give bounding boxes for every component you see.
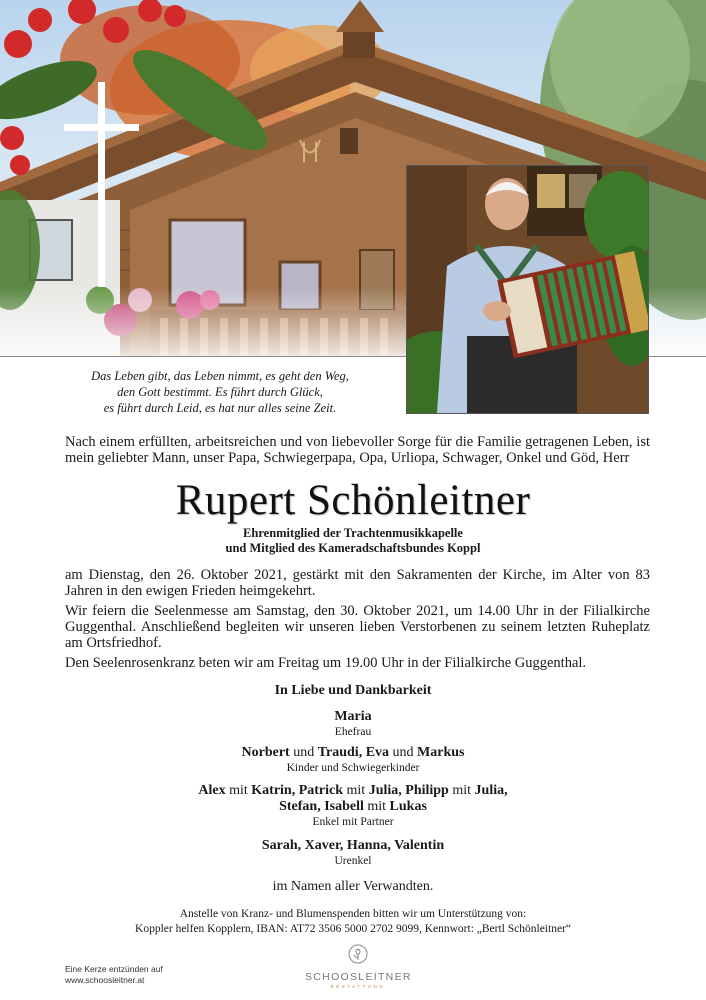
verse-line: den Gott bestimmt. Es führt durch Glück,: [117, 385, 323, 399]
mourner-group: Alex mit Katrin, Patrick mit Julia, Philipp mit Julia,: [198, 783, 508, 798]
logo-brand: SCHOOSLEITNER: [305, 971, 412, 983]
mourners-heading: In Liebe und Dankbarkeit: [274, 683, 432, 698]
verse-line: es führt durch Leid, es hat nur alles seine Zeit.: [103, 401, 337, 415]
logo-subtitle: BESTATTUNG: [330, 984, 386, 989]
mourner-group: Stefan, Isabell mit Lukas: [279, 799, 427, 814]
portrait-photo: [406, 165, 649, 414]
candle-link[interactable]: [65, 964, 163, 986]
website-link[interactable]: www.schoosleitner.at: [65, 975, 145, 985]
funeral-home-logo: [305, 944, 411, 989]
candle-text: Eine Kerze entzünden auf: [65, 964, 163, 974]
mourner-group: Sarah, Xaver, Hanna, Valentin: [261, 838, 445, 853]
accordion-player-illustration: [407, 166, 648, 413]
rose-logo-icon: [348, 944, 368, 964]
closing-line: im Namen aller Verwandten.: [272, 879, 434, 894]
intro-text: Nach einem erfüllten, arbeitsreichen und von liebevoller Sorge für die Familie getragenen Leben, ist mein geliebter Mann, unser Papa, Schwiegerpapa, Opa, Urliopa, Schwager, Onkel und Göd, Herr: [65, 434, 650, 466]
relation-label: Ehefrau: [334, 726, 372, 738]
relation-label: Kinder und Schwiegerkinder: [286, 762, 420, 774]
mourner-group: Norbert und Traudi, Eva und Markus: [241, 745, 465, 760]
honor-line: und Mitglied des Kameradschaftsbundes Koppl: [225, 541, 481, 555]
rosary-text: Den Seelenrosenkranz beten wir am Freitag um 19.00 Uhr in der Filialkirche Guggenthal.: [65, 655, 587, 671]
mass-text: Wir feiern die Seelenmesse am Samstag, den 30. Oktober 2021, um 14.00 Uhr in der Filialkirche Guggenthal. Anschließend begleiten wir unseren lieben Verstorbenen zu seinem letzten Ruheplatz am Ortsfriedhof.: [65, 603, 650, 651]
relation-label: Enkel mit Partner: [312, 816, 394, 828]
death-text: am Dienstag, den 26. Oktober 2021, gestärkt mit den Sakramenten der Kirche, im Alter von 83 Jahren in den ewigen Frieden heimgekehrt.: [65, 567, 650, 599]
donation-line: Koppler helfen Kopplern, IBAN: AT72 3506 5000 2702 9099, Kennwort: „Bertl Schönleitner“: [135, 923, 571, 935]
deceased-name: Rupert Schönleitner: [175, 477, 531, 524]
relation-label: Urenkel: [334, 855, 372, 867]
verse-line: Das Leben gibt, das Leben nimmt, es geht den Weg,: [91, 369, 349, 383]
donation-line: Anstelle von Kranz- und Blumenspenden bitten wir um Unterstützung von:: [179, 908, 527, 920]
verse: [60, 368, 380, 416]
mourner-group: Maria: [334, 709, 372, 724]
honor-line: Ehrenmitglied der Trachtenmusikkapelle: [243, 526, 463, 540]
